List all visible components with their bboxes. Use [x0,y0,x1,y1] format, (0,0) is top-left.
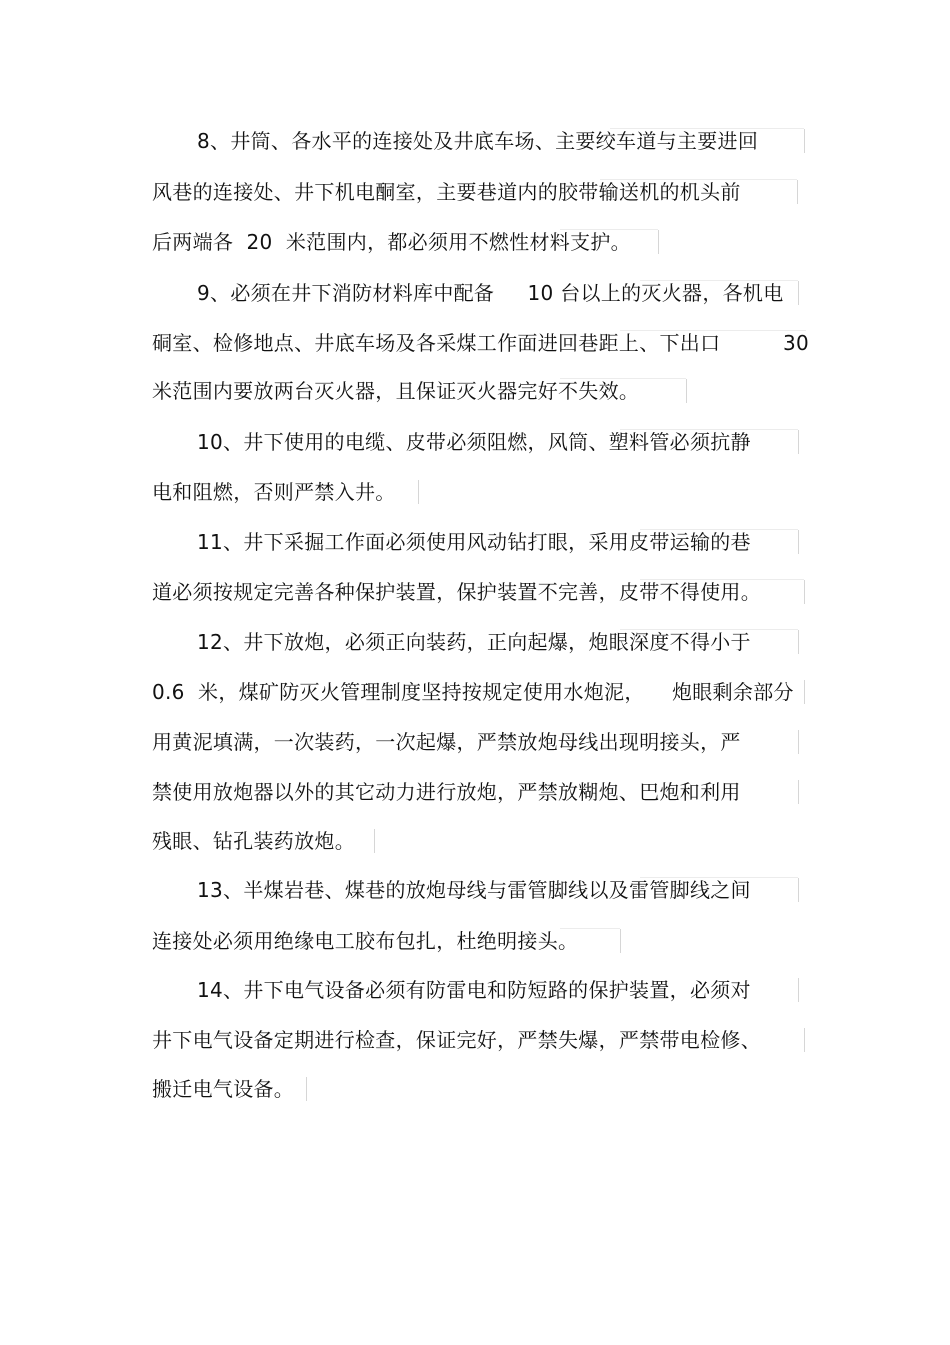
line-rule [620,330,806,331]
line-end-mark [798,730,799,754]
paragraph-9-line-3: 米范围内要放两台灭火器，且保证灭火器完好不失效。 [152,379,640,403]
line-end-mark [798,530,799,554]
paragraph-9-line-1: 9、必须在井下消防材料库中配备 10 台以上的灭火器，各机电 [197,281,784,305]
paragraph-12-line-3: 用黄泥填满，一次装药，一次起爆，严禁放炮母线出现明接头，严 [152,730,741,754]
paragraph-12-line-5: 残眼、钻孔装药放炮。 [152,829,355,853]
paragraph-12-line-4: 禁使用放炮器以外的其它动力进行放炮，严禁放糊炮、巴炮和利用 [152,780,741,804]
line-end-mark [798,281,799,305]
line-rule [620,429,798,430]
line-rule [600,179,797,180]
paragraph-14-line-1: 14、井下电气设备必须有防雷电和防短路的保护装置，必须对 [197,978,751,1002]
paragraph-12-line-2-end: 炮眼剩余部分 [672,680,794,704]
line-end-mark [686,379,687,403]
line-rule [560,378,686,379]
paragraph-8-line-1: 8、井筒、各水平的连接处及井底车场、主要绞车道与主要进回 [197,129,759,153]
paragraph-10-line-2: 电和阻燃，否则严禁入井。 [152,480,396,504]
line-rule [560,229,658,230]
line-end-mark [798,630,799,654]
line-end-mark [798,430,799,454]
line-end-mark [804,129,805,153]
paragraph-12-line-2: 0.6 米，煤矿防灭火管理制度坚持按规定使用水炮泥， [152,680,645,704]
line-end-mark [374,829,375,853]
line-end-mark [804,1028,805,1052]
paragraph-13-line-2: 连接处必须用绝缘电工胶布包扎，杜绝明接头。 [152,929,579,953]
paragraph-12-line-1: 12、井下放炮，必须正向装药，正向起爆，炮眼深度不得小于 [197,630,751,654]
line-end-mark [804,680,805,704]
line-end-mark [798,978,799,1002]
line-end-mark [418,480,419,504]
line-rule [610,128,804,129]
paragraph-13-line-1: 13、半煤岩巷、煤巷的放炮母线与雷管脚线以及雷管脚线之间 [197,878,751,902]
paragraph-8-line-2: 风巷的连接处、井下机电酮室，主要巷道内的胶带输送机的机头前 [152,180,741,204]
line-end-mark [798,780,799,804]
line-end-mark [804,580,805,604]
line-end-mark [798,878,799,902]
line-end-mark [620,929,621,953]
paragraph-14-line-2: 井下电气设备定期进行检查，保证完好，严禁失爆，严禁带电检修、 [152,1028,761,1052]
line-end-mark [797,180,798,204]
line-rule [640,280,798,281]
paragraph-10-line-1: 10、井下使用的电缆、皮带必须阻燃，风筒、塑料管必须抗静 [197,430,751,454]
line-rule [560,928,620,929]
paragraph-14-line-3: 搬迁电气设备。 [152,1077,295,1101]
paragraph-9-line-2: 硐室、检修地点、井底车场及各采煤工作面进回巷距上、下出口 [152,331,721,355]
paragraph-11-line-2: 道必须按规定完善各种保护装置，保护装置不完善，皮带不得使用。 [152,580,761,604]
line-rule [640,579,804,580]
paragraph-8-line-3: 后两端各 20 米范围内，都必须用不燃性材料支护。 [152,230,631,254]
line-rule [640,877,798,878]
line-end-mark [306,1077,307,1101]
line-rule [640,529,798,530]
paragraph-11-line-1: 11、井下采掘工作面必须使用风动钻打眼，采用皮带运输的巷 [197,530,751,554]
line-end-mark [658,230,659,254]
paragraph-9-line-2-number: 30 [783,331,810,355]
line-rule [620,629,798,630]
